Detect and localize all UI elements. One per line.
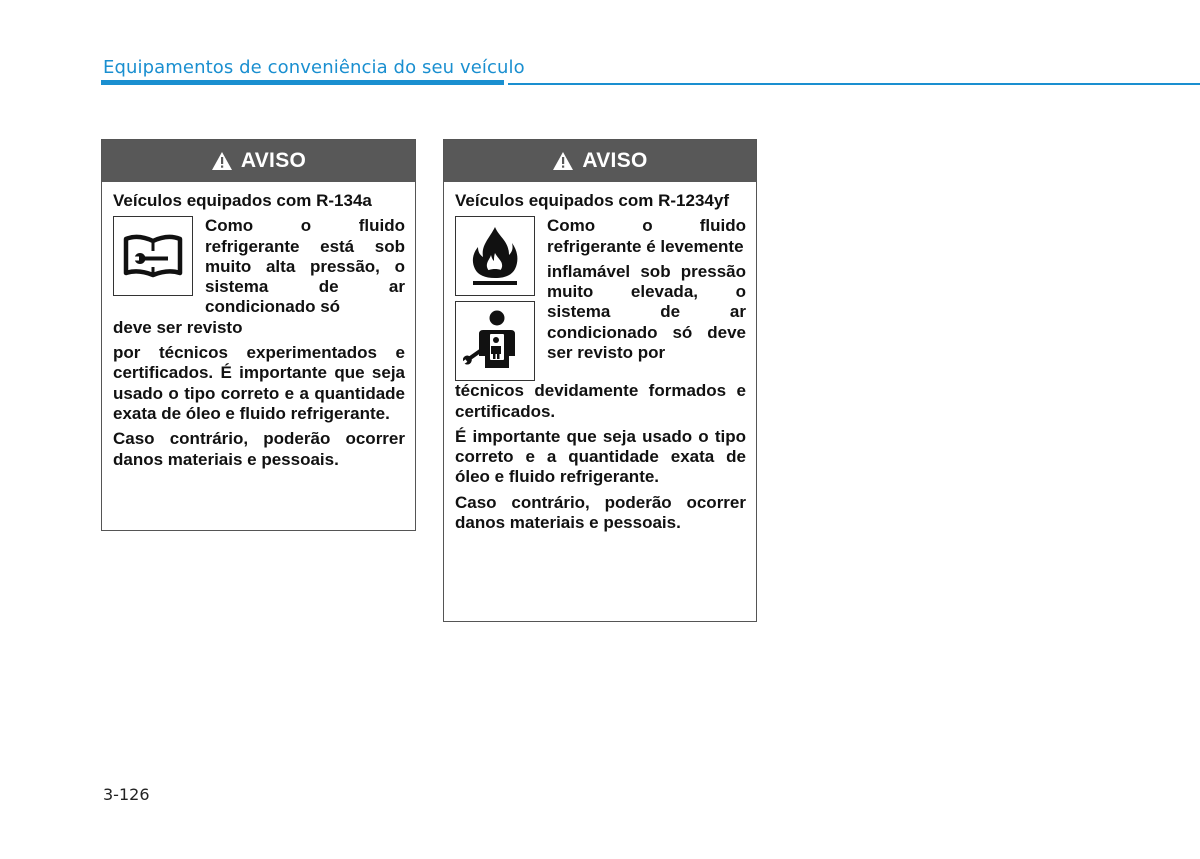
warning-paragraph: técnicos devidamente formados e certificados. <box>455 381 746 421</box>
icon-text-first: Como o fluido refrigerante é levemente <box>547 216 746 256</box>
qualified-technician-icon <box>455 301 535 381</box>
warning-body <box>102 182 415 470</box>
warning-paragraph: Caso contrário, poderão ocorrer danos materiais e pessoais. <box>113 429 405 469</box>
warning-paragraph: deve ser revisto <box>113 317 243 337</box>
icon-column <box>455 216 537 381</box>
icon-text-second: inflamável sob pressão muito elevada, o sistema de ar condicionado só deve ser revisto por <box>547 261 746 363</box>
warning-body <box>444 182 756 533</box>
page-number: 3-126 <box>103 785 150 804</box>
icon-row <box>455 216 746 381</box>
icon-text: Como o fluido refrigerante está sob muito alta pressão, o sistema de ar condicionado só <box>205 216 405 317</box>
icon-row <box>113 216 405 317</box>
warning-triangle-icon <box>552 151 574 171</box>
warning-triangle-icon <box>211 151 233 171</box>
warning-heading: AVISO <box>240 149 307 172</box>
warning-paragraph: Caso contrário, poderão ocorrer danos materiais e pessoais. <box>455 492 746 533</box>
section-title: Equipamentos de conveniência do seu veículo <box>103 57 525 78</box>
icon-text <box>537 216 746 368</box>
warning-subtitle: Veículos equipados com R-1234yf <box>455 191 729 210</box>
warning-paragraph: É importante que seja usado o tipo correto e a quantidade exata de óleo e fluido refrigerante. <box>455 426 746 487</box>
warning-heading: AVISO <box>582 149 648 172</box>
warning-subtitle: Veículos equipados com R-134a <box>113 191 372 210</box>
icon-column <box>113 216 195 296</box>
header-rule-thin <box>508 83 1200 85</box>
flammable-icon <box>455 216 535 296</box>
warning-header <box>444 140 756 182</box>
warning-box-r134a <box>101 139 416 531</box>
warning-header <box>102 140 415 182</box>
header-rule-thick <box>101 80 504 85</box>
service-manual-icon <box>113 216 193 296</box>
warning-paragraph: por técnicos experimentados e certificados. É importante que seja usado o tipo correto e a quantidade exata de óleo e fluido refrigerante. <box>113 343 405 423</box>
warning-box-r1234yf <box>443 139 757 622</box>
